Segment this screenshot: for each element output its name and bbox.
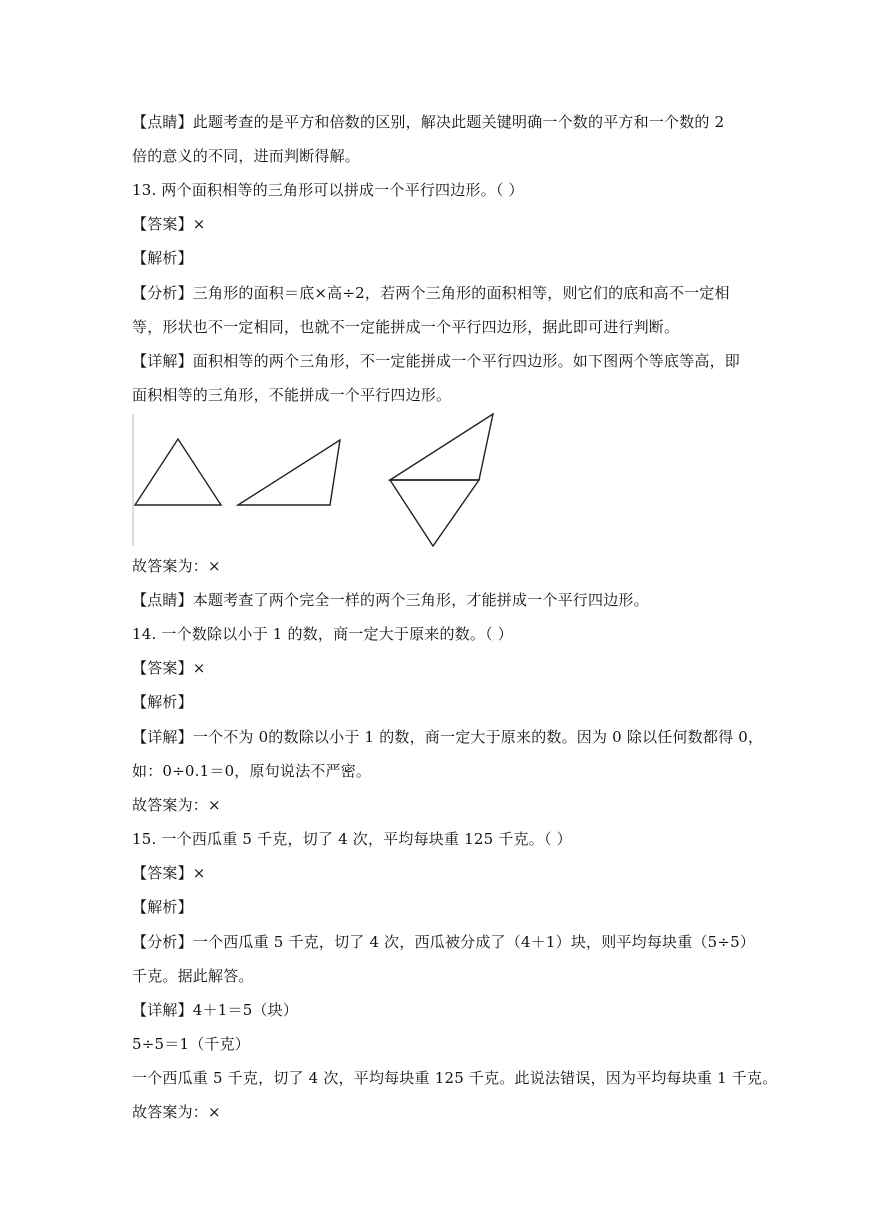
analysis-heading: 【解析】 <box>132 249 193 267</box>
text-line: 面积相等的三角形，不能拼成一个平行四边形。 <box>132 386 452 404</box>
text-line: 【分析】三角形的面积＝底×高÷2，若两个三角形的面积相等，则它们的底和高不一定相 <box>132 284 730 302</box>
top-triangle <box>390 414 493 480</box>
answer-13: 【答案】× <box>132 215 206 233</box>
text-line: 千克。据此解答。 <box>132 967 254 985</box>
conclusion: 故答案为：× <box>132 796 221 814</box>
triangles-figure <box>132 410 502 550</box>
text-line: 【详解】面积相等的两个三角形，不一定能拼成一个平行四边形。如下图两个等底等高，即 <box>132 352 741 370</box>
bottom-triangle <box>390 480 479 546</box>
text-line: 【详解】一个不为 0的数除以小于 1 的数，商一定大于原来的数。因为 0 除以任何数都得 0， <box>132 728 764 746</box>
analysis-heading: 【解析】 <box>132 693 193 711</box>
text-line: 等，形状也不一定相同，也就不一定能拼成一个平行四边形，据此即可进行判断。 <box>132 318 680 336</box>
answer-14: 【答案】× <box>132 659 206 677</box>
text-line: 【分析】一个西瓜重 5 千克，切了 4 次，西瓜被分成了（4＋1）块，则平均每块重（5÷5） <box>132 933 756 951</box>
equilateral-triangle <box>135 439 221 505</box>
text-line: 5÷5＝1（千克） <box>132 1035 250 1053</box>
text-line: 【点睛】本题考查了两个完全一样的两个三角形，才能拼成一个平行四边形。 <box>132 591 649 609</box>
obtuse-triangle <box>238 440 340 505</box>
question-15: 15. 一个西瓜重 5 千克，切了 4 次，平均每块重 125 千克。（ ） <box>132 830 572 848</box>
text-line: 倍的意义的不同，进而判断得解。 <box>132 147 361 165</box>
question-14: 14. 一个数除以小于 1 的数，商一定大于原来的数。（ ） <box>132 625 513 643</box>
text-line: 如：0÷0.1＝0，原句说法不严密。 <box>132 762 372 780</box>
text-line: 【详解】4＋1＝5（块） <box>132 1001 299 1019</box>
answer-15: 【答案】× <box>132 864 206 882</box>
text-line: 【点睛】此题考查的是平方和倍数的区别，解决此题关键明确一个数的平方和一个数的 2 <box>132 113 725 131</box>
conclusion: 故答案为：× <box>132 1103 221 1121</box>
text-line: 一个西瓜重 5 千克，切了 4 次，平均每块重 125 千克。此说法错误，因为平均每块重 1 千克。 <box>132 1069 778 1087</box>
question-13: 13. 两个面积相等的三角形可以拼成一个平行四边形。（ ） <box>132 181 524 199</box>
conclusion: 故答案为：× <box>132 557 221 575</box>
analysis-heading: 【解析】 <box>132 898 193 916</box>
